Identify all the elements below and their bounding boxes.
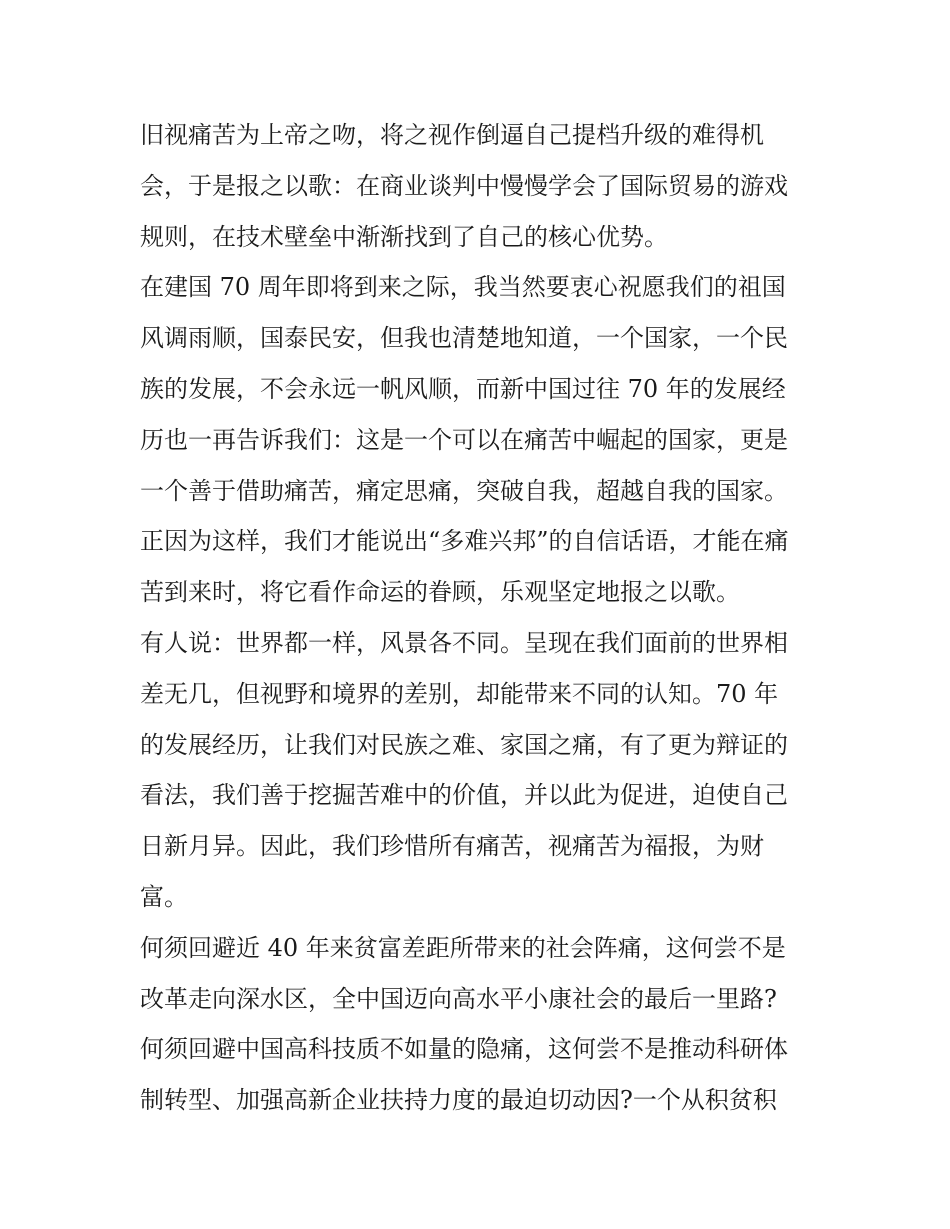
text-line: 苦到来时，将它看作命运的眷顾，乐观坚定地报之以歌。 bbox=[140, 578, 740, 607]
text-line: 有人说：世界都一样，风景各不同。呈现在我们面前的世界相 bbox=[140, 628, 788, 657]
text-line: 差无几，但视野和境界的差别，却能带来不同的认知。70 年 bbox=[140, 679, 779, 708]
text-line: 看法，我们善于挖掘苦难中的价值，并以此为促进，迫使自己 bbox=[140, 781, 788, 810]
text-line: 族的发展，不会永远一帆风顺，而新中国过往 70 年的发展经 bbox=[140, 374, 786, 403]
text-line: 风调雨顺，国泰民安，但我也清楚地知道，一个国家，一个民 bbox=[140, 324, 788, 353]
text-line: 改革走向深水区，全中国迈向高水平小康社会的最后一里路? bbox=[140, 984, 777, 1013]
essay-text bbox=[140, 110, 820, 1126]
text-line: 规则，在技术壁垒中渐渐找到了自己的核心优势。 bbox=[140, 222, 668, 251]
text-line: 在建国 70 周年即将到来之际，我当然要衷心祝愿我们的祖国 bbox=[140, 273, 786, 302]
text-line: 日新月异。因此，我们珍惜所有痛苦，视痛苦为福报，为财 bbox=[140, 832, 764, 861]
text-line: 的发展经历，让我们对民族之难、家国之痛，有了更为辩证的 bbox=[140, 730, 788, 759]
text-line: 会，于是报之以歌：在商业谈判中慢慢学会了国际贸易的游戏 bbox=[140, 171, 788, 200]
text-line: 一个善于借助痛苦，痛定思痛，突破自我，超越自我的国家。 bbox=[140, 476, 788, 505]
text-line: 历也一再告诉我们：这是一个可以在痛苦中崛起的国家，更是 bbox=[140, 425, 788, 454]
text-line: 旧视痛苦为上帝之吻，将之视作倒逼自己提档升级的难得机 bbox=[140, 121, 764, 149]
text-line: 何须回避中国高科技质不如量的隐痛，这何尝不是推动科研体 bbox=[140, 1035, 788, 1064]
text-line: 正因为这样，我们才能说出“多难兴邦”的自信话语，才能在痛 bbox=[140, 527, 789, 556]
text-line: 何须回避近 40 年来贫富差距所带来的社会阵痛，这何尝不是 bbox=[140, 933, 786, 962]
text-line: 富。 bbox=[140, 882, 188, 911]
text-line: 制转型、加强高新企业扶持力度的最迫切动因?一个从积贫积 bbox=[140, 1086, 777, 1115]
